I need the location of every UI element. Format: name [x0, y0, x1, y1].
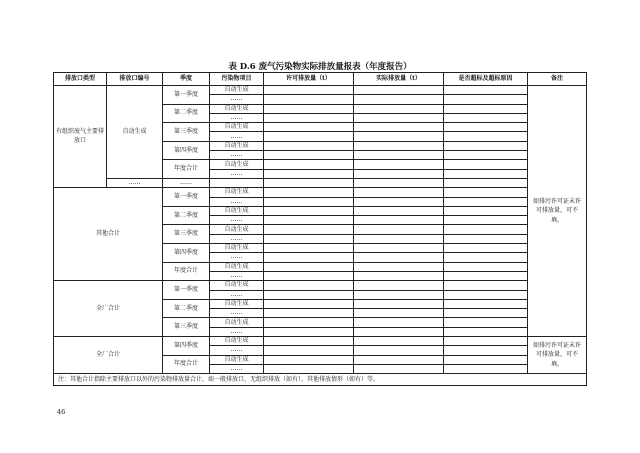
quarter-cell: 第一季度 — [163, 86, 210, 105]
header-row — [54, 73, 587, 86]
input-cell[interactable] — [444, 318, 528, 327]
input-cell[interactable] — [354, 160, 444, 169]
input-cell[interactable] — [444, 271, 528, 280]
pollutant-ellipsis: …… — [210, 290, 264, 299]
pollutant-cell: 自动生成 — [210, 206, 264, 215]
input-cell[interactable] — [444, 234, 528, 243]
input-cell[interactable] — [264, 197, 354, 206]
input-cell[interactable] — [444, 253, 528, 262]
input-cell[interactable] — [264, 141, 354, 150]
quarter-cell: 第二季度 — [163, 299, 210, 318]
input-cell[interactable] — [264, 160, 354, 169]
input-cell[interactable] — [444, 309, 528, 318]
input-cell[interactable] — [264, 290, 354, 299]
col-header-permitted: 许可排放量（t） — [264, 73, 354, 86]
quarter-cell: 第一季度 — [163, 281, 210, 300]
input-cell[interactable] — [444, 327, 528, 336]
pollutant-ellipsis: …… — [210, 169, 264, 178]
pollutant-ellipsis: …… — [210, 197, 264, 206]
pollutant-cell: 自动生成 — [210, 225, 264, 234]
col-header-outlet-type: 排放口类型 — [54, 73, 107, 86]
input-cell[interactable] — [354, 197, 444, 206]
input-cell[interactable] — [264, 318, 354, 327]
input-cell[interactable] — [354, 346, 444, 355]
quarter-cell: 第一季度 — [163, 188, 210, 207]
input-cell[interactable] — [444, 290, 528, 299]
input-cell[interactable] — [354, 113, 444, 122]
input-cell[interactable] — [210, 178, 264, 187]
emission-report-table — [53, 72, 587, 386]
input-cell[interactable] — [354, 309, 444, 318]
quarter-cell: 年度合计 — [163, 355, 210, 374]
input-cell[interactable] — [264, 355, 354, 364]
input-cell[interactable] — [264, 178, 354, 187]
input-cell[interactable] — [264, 299, 354, 308]
pollutant-cell: 自动生成 — [210, 262, 264, 271]
pollutant-cell: 自动生成 — [210, 188, 264, 197]
quarter-cell: 第二季度 — [163, 104, 210, 123]
pollutant-cell: 自动生成 — [210, 141, 264, 150]
input-cell[interactable] — [264, 95, 354, 104]
input-cell[interactable] — [444, 299, 528, 308]
pollutant-cell: 自动生成 — [210, 281, 264, 290]
pollutant-ellipsis: …… — [210, 327, 264, 336]
input-cell[interactable] — [264, 262, 354, 271]
quarter-cell: 第四季度 — [163, 141, 210, 160]
input-cell[interactable] — [444, 169, 528, 178]
quarter-cell: 年度合计 — [163, 262, 210, 281]
table-footnote: 注：其他合计指除主要排放口以外的污染物排放量合计，如一般排放口、无组织排放（如有）、其他排放情形（如有）等。 — [54, 374, 587, 386]
input-cell[interactable] — [354, 86, 444, 95]
outlet-ellipsis: …… — [107, 178, 163, 187]
input-cell[interactable] — [444, 86, 528, 95]
pollutant-ellipsis: …… — [210, 95, 264, 104]
pollutant-ellipsis: …… — [210, 346, 264, 355]
col-header-exceed: 是否超标及超标原因 — [444, 73, 528, 86]
input-cell[interactable] — [444, 123, 528, 132]
input-cell[interactable] — [354, 95, 444, 104]
input-cell[interactable] — [354, 169, 444, 178]
input-cell[interactable] — [354, 299, 444, 308]
table-title: 表 D.6 废气污染物实际排放量报表（年度报告） — [228, 62, 412, 72]
remark-cell-2: 如排污许可证未许可排放量，可不填。 — [528, 337, 587, 374]
input-cell[interactable] — [444, 151, 528, 160]
quarter-cell: 第二季度 — [163, 206, 210, 225]
input-cell[interactable] — [264, 271, 354, 280]
input-cell[interactable] — [264, 337, 354, 346]
input-cell[interactable] — [354, 151, 444, 160]
quarter-cell: 第四季度 — [163, 337, 210, 356]
input-cell[interactable] — [444, 206, 528, 215]
input-cell[interactable] — [354, 337, 444, 346]
quarter-cell: 第三季度 — [163, 123, 210, 142]
group-label-plant-total: 全厂合计 — [54, 281, 163, 337]
input-cell[interactable] — [264, 364, 354, 373]
input-cell[interactable] — [444, 188, 528, 197]
input-cell[interactable] — [264, 169, 354, 178]
pollutant-cell: 自动生成 — [210, 337, 264, 346]
input-cell[interactable] — [264, 104, 354, 113]
input-cell[interactable] — [444, 225, 528, 234]
input-cell[interactable] — [354, 290, 444, 299]
input-cell[interactable] — [444, 364, 528, 373]
input-cell[interactable] — [444, 346, 528, 355]
pollutant-ellipsis: …… — [210, 216, 264, 225]
input-cell[interactable] — [264, 86, 354, 95]
pollutant-cell: 自动生成 — [210, 104, 264, 113]
input-cell[interactable] — [264, 253, 354, 262]
input-cell[interactable] — [354, 318, 444, 327]
pollutant-ellipsis: …… — [210, 271, 264, 280]
col-header-pollutant: 污染物项目 — [210, 73, 264, 86]
pollutant-cell: 自动生成 — [210, 160, 264, 169]
pollutant-cell: 自动生成 — [210, 244, 264, 253]
input-cell[interactable] — [444, 197, 528, 206]
col-header-remark: 备注 — [528, 73, 587, 86]
input-cell[interactable] — [444, 337, 528, 346]
col-header-actual: 实际排放量（t） — [354, 73, 444, 86]
pollutant-ellipsis: …… — [210, 253, 264, 262]
input-cell[interactable] — [264, 132, 354, 141]
input-cell[interactable] — [444, 104, 528, 113]
input-cell[interactable] — [264, 234, 354, 243]
remark-cell-1: 如排污许可证未许可排放量，可不填。 — [528, 86, 587, 337]
page-number: 46 — [57, 408, 66, 416]
pollutant-ellipsis: …… — [210, 113, 264, 122]
input-cell[interactable] — [264, 346, 354, 355]
pollutant-cell: 自动生成 — [210, 299, 264, 308]
input-cell[interactable] — [354, 234, 444, 243]
pollutant-ellipsis: …… — [210, 364, 264, 373]
input-cell[interactable] — [354, 206, 444, 215]
input-cell[interactable] — [264, 216, 354, 225]
input-cell[interactable] — [264, 225, 354, 234]
input-cell[interactable] — [264, 309, 354, 318]
input-cell[interactable] — [354, 132, 444, 141]
col-header-outlet-id: 排放口编号 — [107, 73, 163, 86]
quarter-ellipsis: …… — [163, 178, 210, 187]
input-cell[interactable] — [354, 216, 444, 225]
input-cell[interactable] — [264, 206, 354, 215]
input-cell[interactable] — [444, 132, 528, 141]
quarter-cell: 第三季度 — [163, 318, 210, 337]
input-cell[interactable] — [264, 113, 354, 122]
input-cell[interactable] — [264, 188, 354, 197]
input-cell[interactable] — [444, 178, 528, 187]
pollutant-ellipsis: …… — [210, 132, 264, 141]
col-header-quarter: 季度 — [163, 73, 210, 86]
input-cell[interactable] — [354, 327, 444, 336]
input-cell[interactable] — [264, 123, 354, 132]
input-cell[interactable] — [444, 216, 528, 225]
pollutant-cell: 自动生成 — [210, 123, 264, 132]
input-cell[interactable] — [354, 262, 444, 271]
input-cell[interactable] — [264, 151, 354, 160]
input-cell[interactable] — [444, 262, 528, 271]
group-label-plant-total-2: 全厂合计 — [54, 337, 163, 374]
input-cell[interactable] — [444, 160, 528, 169]
input-cell[interactable] — [354, 188, 444, 197]
input-cell[interactable] — [354, 123, 444, 132]
quarter-cell: 第四季度 — [163, 244, 210, 263]
input-cell[interactable] — [354, 364, 444, 373]
input-cell[interactable] — [354, 355, 444, 364]
input-cell[interactable] — [264, 281, 354, 290]
pollutant-cell: 自动生成 — [210, 86, 264, 95]
input-cell[interactable] — [354, 281, 444, 290]
input-cell[interactable] — [354, 244, 444, 253]
input-cell[interactable] — [354, 141, 444, 150]
input-cell[interactable] — [354, 225, 444, 234]
input-cell[interactable] — [444, 95, 528, 104]
pollutant-ellipsis: …… — [210, 309, 264, 318]
input-cell[interactable] — [444, 244, 528, 253]
input-cell[interactable] — [444, 281, 528, 290]
input-cell[interactable] — [444, 113, 528, 122]
input-cell[interactable] — [264, 327, 354, 336]
quarter-cell: 第三季度 — [163, 225, 210, 244]
pollutant-ellipsis: …… — [210, 234, 264, 243]
input-cell[interactable] — [354, 178, 444, 187]
input-cell[interactable] — [354, 253, 444, 262]
group-label-other-total: 其他合计 — [54, 188, 163, 281]
input-cell[interactable] — [264, 244, 354, 253]
input-cell[interactable] — [354, 104, 444, 113]
outlet-id-cell: 自动生成 — [107, 86, 163, 179]
input-cell[interactable] — [354, 271, 444, 280]
input-cell[interactable] — [444, 141, 528, 150]
pollutant-cell: 自动生成 — [210, 318, 264, 327]
pollutant-cell: 自动生成 — [210, 355, 264, 364]
quarter-cell: 年度合计 — [163, 160, 210, 179]
pollutant-ellipsis: …… — [210, 151, 264, 160]
input-cell[interactable] — [444, 355, 528, 364]
group-label-main-outlets: 有组织废气主要排放口 — [54, 86, 107, 188]
